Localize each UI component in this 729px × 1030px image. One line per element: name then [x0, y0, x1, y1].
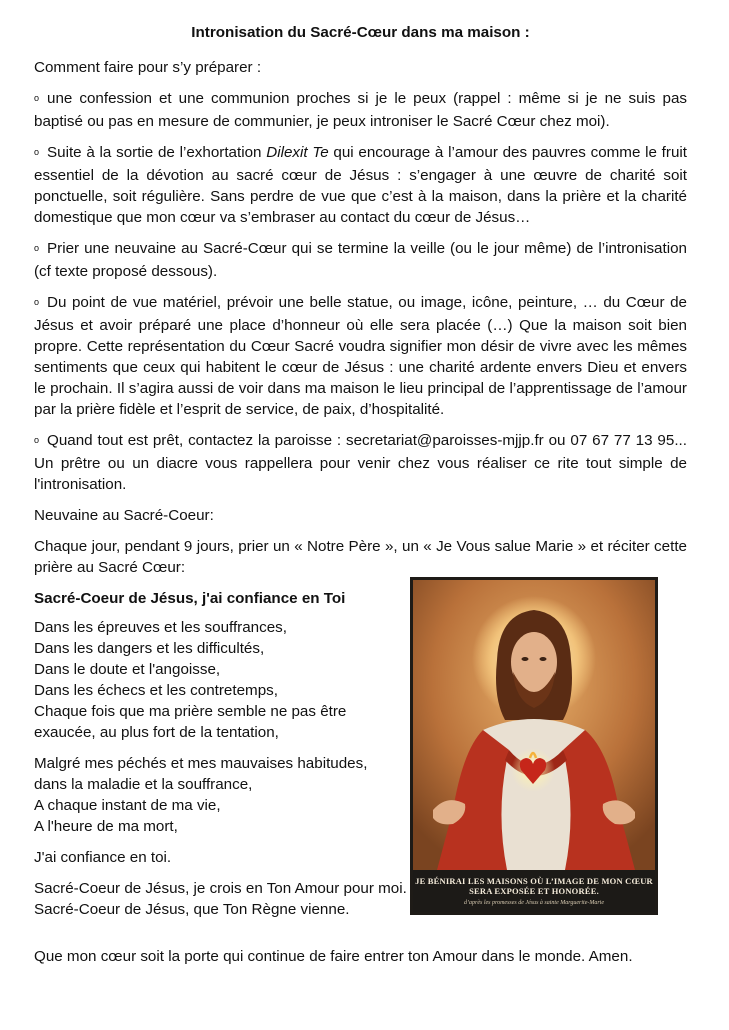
bullet-text: Prier une neuvaine au Sacré-Cœur qui se termine la veille (ou le jour même) de l’intronisation (cf texte proposé dessous). [34, 240, 687, 280]
prayer-line: Dans les épreuves et les souffrances, [34, 619, 287, 636]
prayer-believe: Sacré-Coeur de Jésus, je crois en Ton Amour pour moi. Sacré-Coeur de Jésus, que Ton Règne vienne. [34, 880, 407, 918]
prayer-stanza-1 [34, 617, 434, 743]
neuvaine-instructions: Chaque jour, pendant 9 jours, prier un « Notre Père », un « Je Vous salue Marie » et réciter cette prière au Sacré Cœur: [34, 538, 687, 576]
bullet-item [34, 430, 687, 495]
image-caption [413, 870, 655, 912]
bullet-marker: o [34, 297, 40, 307]
eye-right-icon [540, 657, 547, 661]
prayer-line: Dans le doute et l'angoisse, [34, 661, 221, 678]
bullet-item [34, 238, 687, 282]
bullet-marker: o [34, 147, 40, 157]
intro-text: Comment faire pour s’y préparer : [34, 59, 262, 76]
prayer-line: Dans les dangers et les difficultés, [34, 640, 265, 657]
prayer-stanza-2 [34, 753, 434, 837]
bullet-text: Du point de vue matériel, prévoir une belle statue, ou image, icône, peinture, … du Cœur de Jésus et avoir préparé une place d’honneur où elle sera placée (…) Que la maison soit bien propre. Cette représentation du Cœur Sacré voudra signifier mon désir de vivre avec les mêmes sentiments que ceux qui habitent le cœur de Jésus : une charité ardente envers Dieu et envers le prochain. Il s’agira aussi de voir dans ma maison le lieu principal de l’apprentissage de l’amour par la prière fidèle et l’esprit de service, de paix, d’hospitalité. [34, 294, 687, 418]
prayer-confidence: J'ai confiance en toi. [34, 849, 172, 866]
prayer-line: Dans les échecs et les contretemps, [34, 682, 278, 699]
prayer-title: Sacré-Coeur de Jésus, j'ai confiance en Toi [34, 590, 346, 607]
exhortation-title: Dilexit Te [266, 144, 329, 161]
sacred-heart-image [410, 577, 658, 915]
closing-text: Que mon cœur soit la porte qui continue de faire entrer ton Amour dans le monde. Amen. [34, 948, 633, 965]
prayer-line: Chaque fois que ma prière semble ne pas être [34, 703, 347, 720]
bullet-text-pre: Suite à la sortie de l’exhortation [47, 144, 267, 161]
bullet-text: Quand tout est prêt, contactez la paroisse : secretariat@paroisses-mjjp.fr ou 07 67 77 13 95... Un prêtre ou un diacre vous rappellera pour venir chez vous réaliser ce rite tout simple de l'intronisation. [34, 432, 687, 493]
caption-line-2: SERA EXPOSÉE ET HONORÉE. [469, 886, 599, 896]
bullet-marker: o [34, 435, 40, 445]
sacred-heart-illustration [413, 580, 655, 870]
caption-line-1: JE BÉNIRAI LES MAISONS OÙ L’IMAGE DE MON CŒUR [415, 876, 653, 886]
bullet-item [34, 88, 687, 132]
bullet-text-post: qui encourage à l’amour des pauvres comme le fruit essentiel de la dévotion au sacré cœur de Jésus : s’engager à une œuvre de charité soit ponctuelle, soit régulière. Sans perdre de vue que c’est à la maison, dans la prière et la charité domestique que mon cœur va s’embraser au contact du cœur de Jésus… [34, 144, 687, 226]
prayer-line: dans la maladie et la souffrance, [34, 776, 253, 793]
bullet-item [34, 142, 687, 228]
prayer-line: exaucée, au plus fort de la tentation, [34, 724, 279, 741]
prayer-line: Malgré mes péchés et mes mauvaises habitudes, [34, 755, 368, 772]
bullet-text: une confession et une communion proches si je le peux (rappel : même si je ne suis pas baptisé ou pas en mesure de communier, je peux introniser le Sacré Cœur chez moi). [34, 90, 687, 130]
prayer-line: A chaque instant de ma vie, [34, 797, 221, 814]
page-title: Intronisation du Sacré-Cœur dans ma maison : [191, 24, 530, 41]
prayer-line: A l'heure de ma mort, [34, 818, 178, 835]
neuvaine-heading: Neuvaine au Sacré-Coeur: [34, 507, 214, 524]
bullet-marker: o [34, 243, 40, 253]
eye-left-icon [522, 657, 529, 661]
bullet-marker: o [34, 93, 40, 103]
caption-sub: d’après les promesses de Jésus à sainte Marguerite-Marie [463, 900, 605, 906]
bullet-item [34, 292, 687, 420]
